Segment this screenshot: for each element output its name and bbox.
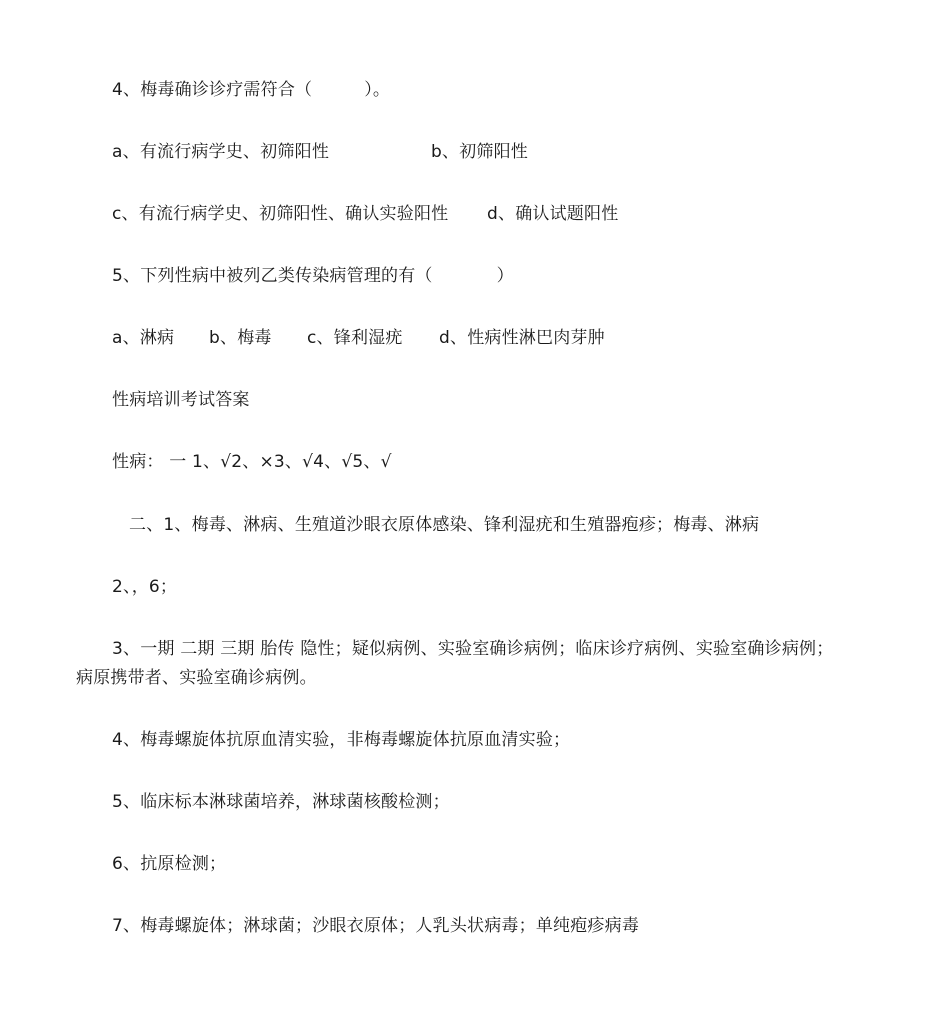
question-5-options [112, 326, 605, 350]
answers-part-2-item-5: 5、临床标本淋球菌培养，淋球菌核酸检测； [112, 792, 450, 812]
option-c: c、锋利湿疣 [307, 328, 403, 348]
option-a: a、淋病 [112, 328, 175, 348]
answers-part-2-item-7: 7、梅毒螺旋体；淋球菌；沙眼衣原体；人乳头状病毒；单纯疱疹病毒 [112, 916, 640, 936]
question-5-stem-close: ） [496, 266, 514, 286]
question-4-options-row-1 [112, 140, 528, 164]
option-b: b、梅毒 [209, 328, 272, 348]
answers-part-2-item-6: 6、抗原检测； [112, 854, 227, 874]
question-5-stem-text: 5、下列性病中被列乙类传染病管理的有（ [112, 266, 433, 286]
option-c: c、有流行病学史、初筛阳性、确认实验阳性 [112, 204, 449, 224]
answers-part-2-item-3-line-2: 病原携带者、实验室确诊病例。 [76, 668, 317, 688]
answers-part-2-item-2: 2、，6； [112, 577, 178, 597]
answers-part-2-item-3-line-1: 3、一期 二期 三期 胎传 隐性；疑似病例、实验室确诊病例；临床诊疗病例、实验室确诊病例； [112, 639, 834, 659]
question-4-stem-text: 4、梅毒确诊诊疗需符合（ [112, 80, 313, 100]
question-4-options-row-2 [112, 202, 618, 226]
question-4-stem-close: ）。 [364, 80, 391, 100]
question-4-stem [112, 78, 390, 102]
answers-part-1: 性病： 一 1、√2、×3、√4、√5、√ [112, 452, 392, 472]
option-d: d、性病性淋巴肉芽肿 [439, 328, 605, 348]
answers-title: 性病培训考试答案 [112, 390, 250, 410]
question-5-stem [112, 264, 514, 288]
option-a: a、有流行病学史、初筛阳性 [112, 142, 330, 162]
answers-part-2-item-1: 二、1、梅毒、淋病、生殖道沙眼衣原体感染、锋利湿疣和生殖器疱疹；梅毒、淋病 [129, 515, 760, 535]
option-d: d、确认试题阳性 [487, 204, 619, 224]
option-b: b、初筛阳性 [431, 142, 528, 162]
answers-part-2-item-4: 4、梅毒螺旋体抗原血清实验，非梅毒螺旋体抗原血清实验； [112, 730, 571, 750]
